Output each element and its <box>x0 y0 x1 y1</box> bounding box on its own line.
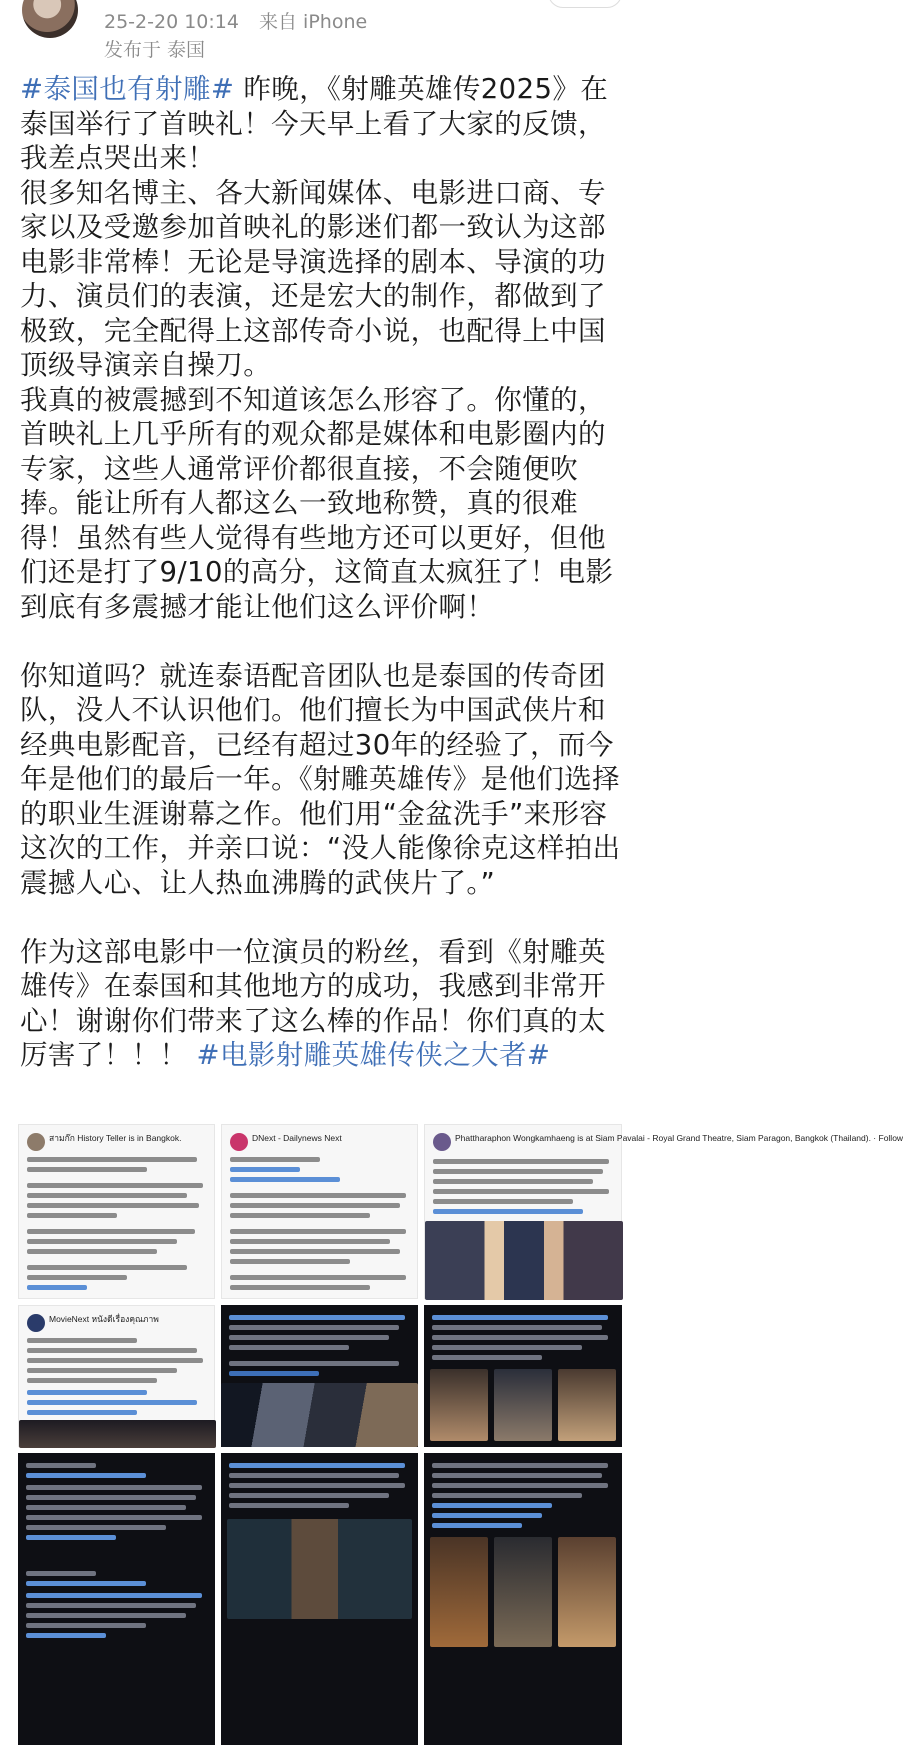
avatar <box>27 1314 45 1332</box>
image-tile[interactable] <box>424 1124 903 1299</box>
photo <box>430 1537 488 1647</box>
avatar <box>27 1133 45 1151</box>
image-grid <box>18 1124 903 1745</box>
post-content <box>20 72 624 1073</box>
paragraph-5: 作为这部电影中一位演员的粉丝，看到《射雕英雄传》在泰国和其他地方的成功，我感到非常开心！谢谢你们带来了这么棒的作品！你们真的太厉害了！！！ #电影射雕英雄传侠之大者# <box>20 935 606 1071</box>
paragraph-gap <box>20 900 624 935</box>
image-tile[interactable] <box>18 1124 215 1299</box>
image-tile[interactable] <box>221 1305 418 1447</box>
photo <box>494 1537 552 1647</box>
paragraph-gap <box>20 624 624 659</box>
avatar <box>433 1133 451 1151</box>
paragraph-3: 我真的被震撼到不知道该怎么形容了。你懂的，首映礼上几乎所有的观众都是媒体和电影圈内的专家，这些人通常评价都很直接，不会随便吹捧。能让所有人都这么一致地称赞，真的很难得！虽然有些人觉得有些地方还可以更好，但他们还是打了9/10的高分，这简直太疯狂了！电影到底有多震撼才能让他们这么评价啊！ <box>20 383 614 623</box>
paragraph-4: 你知道吗？就连泰语配音团队也是泰国的传奇团队，没人不认识他们。他们擅长为中国武侠片和经典电影配音，已经有超过30年的经验了，而今年是他们的最后一年。《射雕英雄传》是他们选择的职业生涯谢幕之作。他们用“金盆洗手”来形容这次的工作，并亲口说：“没人能像徐克这样拍出震撼人心、让人热血沸腾的武侠片了。” <box>20 659 621 899</box>
photo <box>430 1369 488 1441</box>
avatar <box>230 1133 248 1151</box>
post-source: 来自 iPhone <box>259 11 368 33</box>
image-tile[interactable] <box>18 1453 215 1745</box>
post-header <box>0 0 640 66</box>
photo <box>425 1221 623 1300</box>
hashtag-link[interactable]: #电影射雕英雄传侠之大者# <box>196 1039 551 1071</box>
user-avatar[interactable] <box>22 0 78 38</box>
photo <box>19 1420 216 1448</box>
image-tile[interactable] <box>221 1124 418 1299</box>
photo <box>227 1519 412 1619</box>
movie-poster <box>221 1383 418 1447</box>
image-tile[interactable] <box>18 1305 215 1447</box>
follow-button[interactable] <box>548 0 622 8</box>
photo <box>494 1369 552 1441</box>
image-tile[interactable] <box>424 1453 622 1745</box>
hashtag-link[interactable]: #泰国也有射雕# <box>20 73 235 105</box>
paragraph-2: 很多知名博主、各大新闻媒体、电影进口商、专家以及受邀参加首映礼的影迷们都一致认为这部电影非常棒！无论是导演选择的剧本、导演的功力、演员们的表演，还是宏大的制作，都做到了极致，完全配得上这部传奇小说，也配得上中国顶级导演亲自操刀。 <box>20 176 606 381</box>
tile-author: DNext - Dailynews Next <box>252 1133 342 1143</box>
photo <box>558 1369 616 1441</box>
post-location: 发布于 泰国 <box>104 39 206 61</box>
image-tile[interactable] <box>424 1305 622 1447</box>
paragraph-1: #泰国也有射雕# 昨晚，《射雕英雄传2025》在泰国举行了首映礼！今天早上看了大家的反馈，我差点哭出来！ <box>20 73 609 174</box>
photo <box>558 1537 616 1647</box>
tile-author: Phattharaphon Wongkamhaeng is at Siam Pavalai - Royal Grand Theatre, Siam Paragon, Bangkok (Thailand). · Follow <box>455 1133 903 1143</box>
post-meta <box>104 7 381 34</box>
image-tile[interactable] <box>221 1453 418 1745</box>
tile-author: สามก๊ก History Teller is in Bangkok. <box>49 1133 182 1143</box>
tile-author: MovieNext หนังดีเรื่องคุณภาพ <box>49 1314 159 1324</box>
post-date: 25-2-20 10:14 <box>104 11 239 33</box>
